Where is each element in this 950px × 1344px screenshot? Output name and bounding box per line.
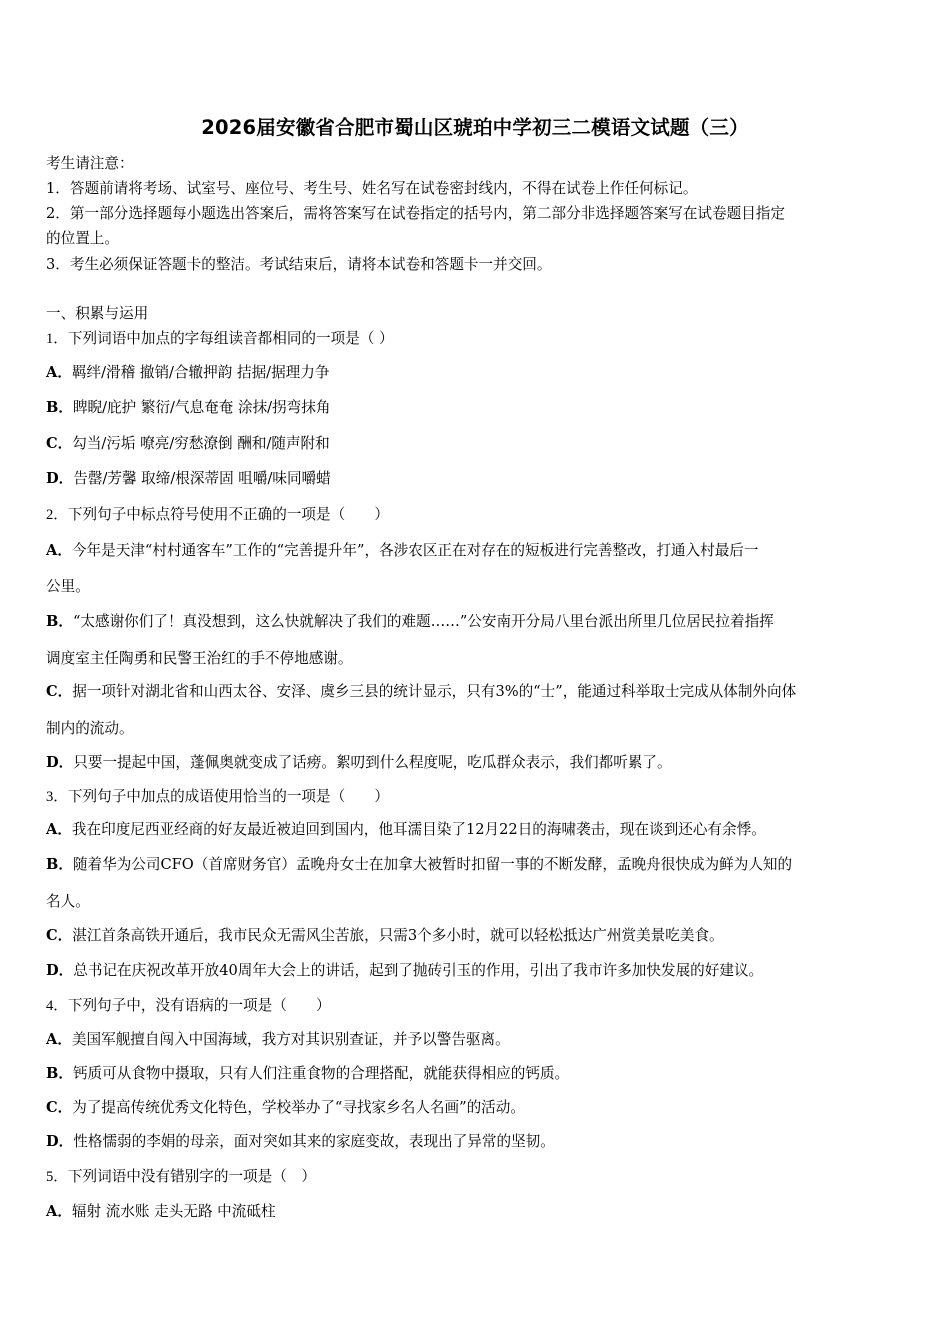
question-stem — [46, 327, 394, 348]
answer-option — [46, 680, 796, 701]
option-text: 性格懦弱的李娟的母亲，面对突如其来的家庭变故，表现出了异常的坚韧。 — [73, 1133, 555, 1150]
question-stem — [46, 994, 331, 1015]
option-label: A． — [46, 364, 72, 381]
question-text: 下列词语中加点的字每组读音都相同的一项是（ ） — [67, 330, 394, 347]
option-text: 睥睨/庇护 繁衍/气息奄奄 涂抹/拐弯抹角 — [72, 399, 331, 416]
option-label: C． — [46, 683, 73, 700]
option-text: 羁绊/滑稽 撤销/合辙押韵 拮据/据理力争 — [71, 364, 330, 381]
answer-option — [46, 818, 766, 839]
option-label: A． — [46, 1203, 72, 1220]
answer-option — [46, 924, 724, 945]
question-stem — [46, 503, 389, 524]
answer-option — [46, 1200, 276, 1221]
question-stem — [46, 1165, 316, 1186]
option-label: B． — [46, 1065, 73, 1082]
option-label: A． — [46, 542, 72, 559]
notice-item: 3．考生必须保证答题卡的整洁。考试结束后，请将本试卷和答题卡一并交回。 — [46, 256, 552, 273]
question-number: 4． — [46, 998, 68, 1014]
answer-option — [46, 610, 774, 631]
question-stem — [46, 785, 389, 806]
option-text: 只要一提起中国，蓬佩奥就变成了话痨。絮叨到什么程度呢，吃瓜群众表示，我们都听累了。 — [73, 754, 672, 771]
option-label: D． — [46, 962, 74, 979]
option-text: 总书记在庆祝改革开放40周年大会上的讲话，起到了抛砖引玉的作用，引出了我市许多加快发展的好建议。 — [73, 962, 764, 979]
question-number: 3． — [46, 789, 68, 805]
answer-option — [46, 432, 330, 453]
option-label: C． — [46, 435, 73, 452]
option-label: C． — [46, 927, 73, 944]
question-number: 2． — [46, 507, 68, 523]
option-label: A． — [46, 1031, 72, 1048]
option-text: 湛江首条高铁开通后，我市民众无需风尘苦旅，只需3个多小时，就可以轻松抵达广州赏美景吃美食。 — [72, 927, 724, 944]
answer-option — [46, 539, 759, 560]
option-text: 告罄/芳馨 取缔/根深蒂固 咀嚼/味同嚼蜡 — [73, 470, 331, 487]
option-continuation: 制内的流动。 — [46, 720, 134, 737]
notice-heading: 考生请注意： — [46, 155, 134, 172]
question-text: 下列句子中标点符号使用不正确的一项是（ ） — [67, 506, 389, 523]
option-continuation: 名人。 — [46, 893, 90, 910]
answer-option — [46, 853, 792, 874]
option-text: 辐射 流水账 走头无路 中流砥柱 — [71, 1203, 276, 1220]
notice-item: 2．第一部分选择题每小题选出答案后，需将答案写在试卷指定的括号内，第二部分非选择题答案写在试卷题目指定 — [46, 205, 785, 222]
option-label: D． — [46, 754, 74, 771]
answer-option — [46, 751, 672, 772]
option-label: B． — [46, 856, 73, 873]
answer-option — [46, 396, 330, 417]
option-continuation: 公里。 — [46, 578, 90, 595]
answer-option — [46, 1096, 525, 1117]
page-title: 2026届安徽省合肥市蜀山区琥珀中学初三二模语文试题（三） — [201, 116, 749, 139]
option-text: 美国军舰擅自闯入中国海域，我方对其识别查证，并予以警告驱离。 — [71, 1031, 510, 1048]
option-text: 今年是天津“村村通客车”工作的“完善提升年”，各涉农区正在对存在的短板进行完善整改，打通入村最后一 — [71, 542, 759, 559]
section-heading: 一、积累与运用 — [46, 305, 149, 322]
option-text: 随着华为公司CFO（首席财务官）孟晚舟女士在加拿大被暂时扣留一事的不断发酵，孟晚舟很快成为鲜为人知的 — [72, 856, 793, 873]
answer-option — [46, 1062, 569, 1083]
question-number: 5． — [46, 1169, 68, 1185]
question-text: 下列句子中，没有语病的一项是（ ） — [67, 997, 331, 1014]
option-label: C． — [46, 1099, 73, 1116]
option-label: B． — [46, 613, 73, 630]
option-text: 我在印度尼西亚经商的好友最近被迫回到国内，他耳濡目染了12月22日的海啸袭击，现在谈到还心有余悸。 — [71, 821, 766, 838]
answer-option — [46, 1028, 510, 1049]
notice-item: 1．答题前请将考场、试室号、座位号、考生号、姓名写在试卷密封线内，不得在试卷上作任何标记。 — [46, 180, 698, 197]
option-label: B． — [46, 399, 73, 416]
option-text: 钙质可从食物中摄取，只有人们注重食物的合理搭配，就能获得相应的钙质。 — [72, 1065, 570, 1082]
answer-option — [46, 959, 763, 980]
answer-option — [46, 1130, 555, 1151]
option-text: 勾当/污垢 嘹亮/穷愁潦倒 酬和/随声附和 — [72, 435, 330, 452]
option-text: 据一项针对湖北省和山西太谷、安泽、虞乡三县的统计显示，只有3%的“士”，能通过科举取士完成从体制外向体 — [72, 683, 797, 700]
answer-option — [46, 361, 329, 382]
question-text: 下列句子中加点的成语使用恰当的一项是（ ） — [67, 788, 389, 805]
question-number: 1． — [46, 331, 68, 347]
answer-option — [46, 467, 331, 488]
option-label: A． — [46, 821, 72, 838]
option-label: D． — [46, 470, 74, 487]
notice-item: 的位置上。 — [46, 230, 119, 247]
option-text: “太感谢你们了！真没想到，这么快就解决了我们的难题……”公安南开分局八里台派出所里几位居民拉着指挥 — [72, 613, 774, 630]
option-text: 为了提高传统优秀文化特色，学校举办了“寻找家乡名人名画”的活动。 — [72, 1099, 525, 1116]
option-continuation: 调度室主任陶勇和民警王治红的手不停地感谢。 — [46, 650, 353, 667]
question-text: 下列词语中没有错别字的一项是（ ） — [67, 1168, 317, 1185]
option-label: D． — [46, 1133, 74, 1150]
